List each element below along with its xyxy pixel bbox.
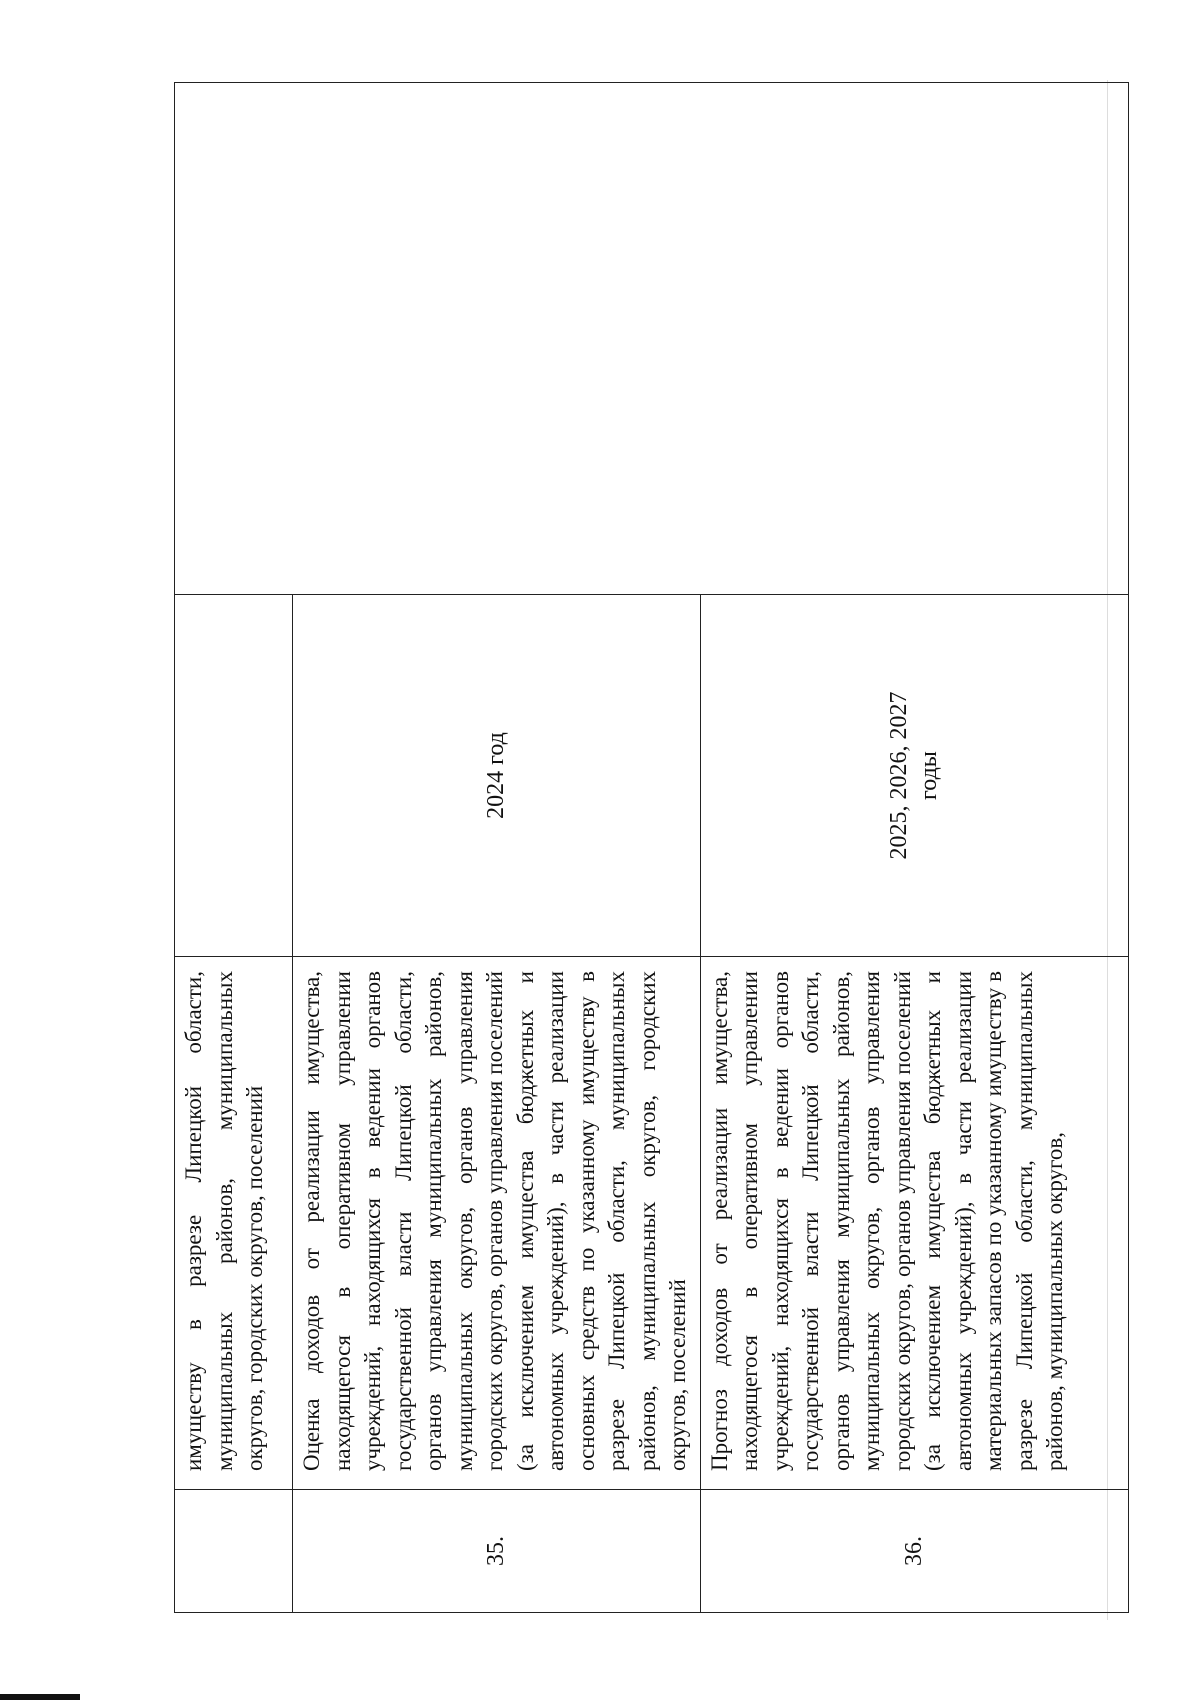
- term-line: 2024 год: [483, 732, 510, 819]
- term-line: годы: [916, 751, 942, 800]
- row-number-cell: 35.: [293, 1490, 701, 1613]
- responsible-cell: [175, 83, 1129, 595]
- row-number-cell: 36.: [700, 1490, 1128, 1613]
- row-number-cell: [175, 1490, 293, 1613]
- row-description-cell: Прогноз доходов от реализации имущества, находящегося в оперативном управлении учреждений, находящихся в ведении органов государственной власти Липецкой области, органов управления муниципальных районов, муниципальных округов, органов управления городских округов, органов управления поселений (за исключением имущества бюджетных и автономных учреждений), в части реализации материальных запасов по указанному имуществу в разрезе Липецкой области, муниципальных районов, муниципальных округов,: [700, 957, 1128, 1490]
- scan-margin-mark: [0, 1694, 80, 1700]
- rotated-page: [174, 83, 1092, 1613]
- row-term-cell: [293, 595, 701, 957]
- plan-table: [174, 82, 1129, 1613]
- term-line: 2025, 2026, 2027: [886, 691, 912, 860]
- row-term-cell: [175, 595, 293, 957]
- row-description-cell: Оценка доходов от реализации имущества, находящегося в оперативном управлении учреждений, находящихся в ведении органов государственной власти Липецкой области, органов управления муниципальных районов, муниципальных округов, органов управления городских округов, органов управления поселений (за исключением имущества бюджетных и автономных учреждений), в части реализации основных средств по указанному имуществу в разрезе Липецкой области, муниципальных районов, муниципальных округов, городских округов, поселений: [293, 957, 701, 1490]
- row-description-cell: имуществу в разрезе Липецкой области, муниципальных районов, муниципальных округов, городских округов, поселений: [175, 957, 293, 1490]
- table-row: [175, 83, 293, 1613]
- row-term-cell: [700, 595, 1128, 957]
